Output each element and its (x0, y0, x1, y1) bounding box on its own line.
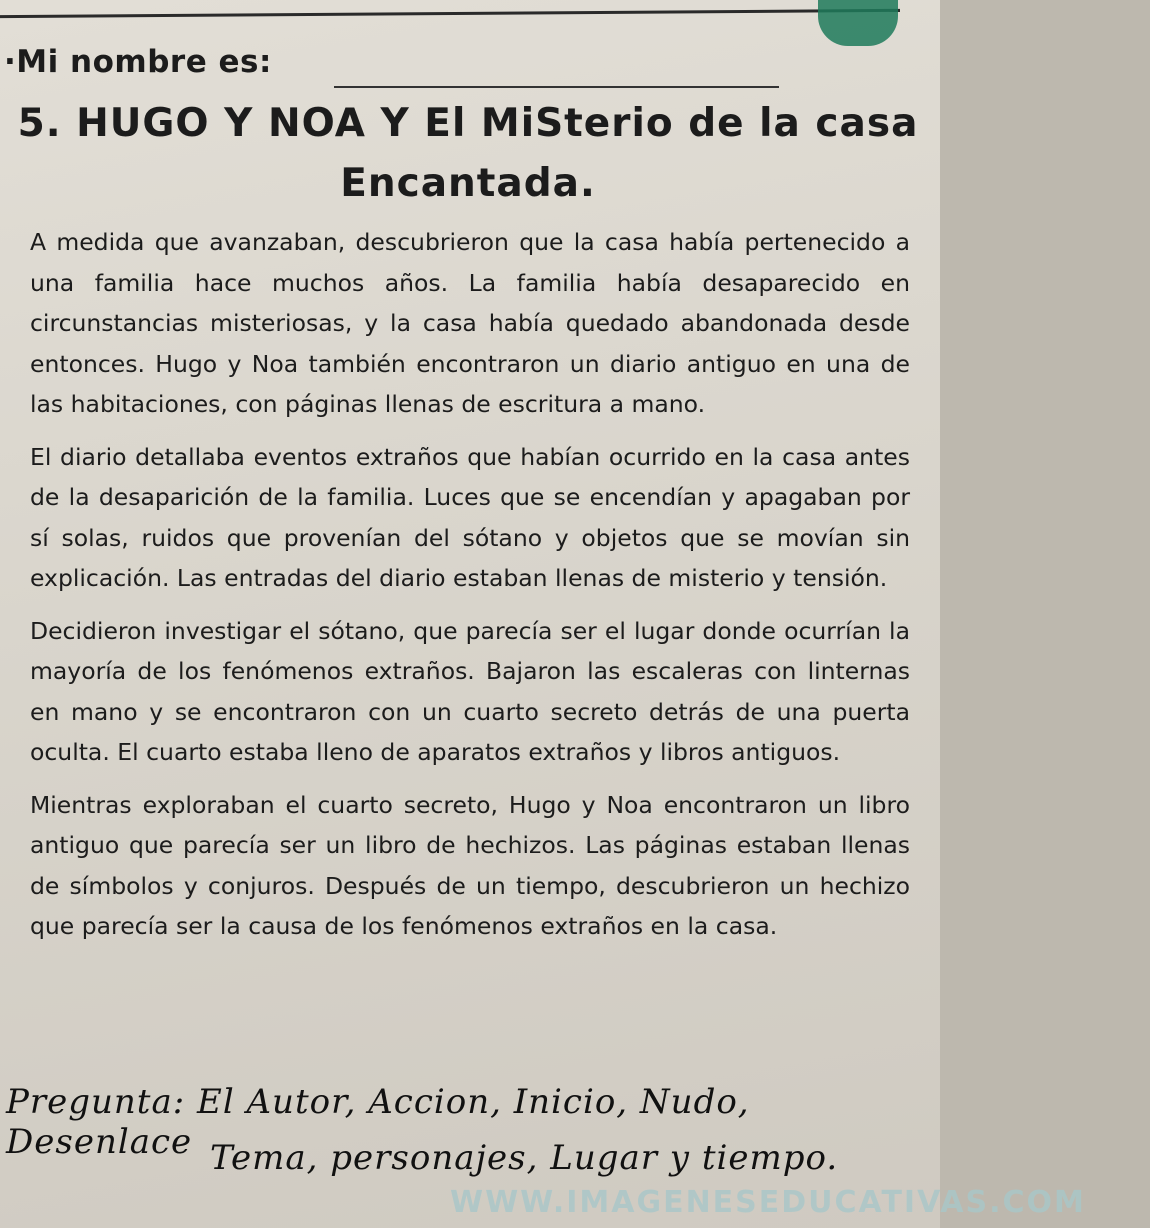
handwritten-question: Pregunta: El Autor, Accion, Inicio, Nudo, Desenlace (6, 1082, 750, 1162)
paragraph-3: Decidieron investigar el sótano, que parecía ser el lugar donde ocurrían la mayoría de los fenómenos extraños. Bajaron las escaleras con linternas en mano y se encontraron con un cuarto secreto detrás de una puerta oculta. El cuarto estaba lleno de aparatos extraños y libros antiguos. (30, 616, 910, 766)
corner-illustration (818, 0, 898, 46)
story-body (30, 222, 910, 959)
handwritten-answer: Tema, personajes, Lugar y tiempo. (210, 1138, 839, 1178)
top-rule (0, 9, 900, 18)
paragraph-4: Mientras exploraban el cuarto secreto, Hugo y Noa encontraron un libro antiguo que parecía ser un libro de hechizos. Las páginas estaban llenas de símbolos y conjuros. Después de un tiempo, descubrieron un hechizo que parecía ser la causa de los fenómenos extraños en la casa. (30, 790, 910, 940)
paragraph-2: El diario detallaba eventos extraños que habían ocurrido en la casa antes de la desaparición de la familia. Luces que se encendían y apagaban por sí solas, ruidos que provenían del sótano y objetos que se movían sin explicación. Las entradas del diario estaban llenas de misterio y tensión. (30, 442, 910, 592)
watermark-text: WWW.IMAGENESEDUCATIVAS.COM (450, 1185, 1086, 1220)
title-line-2: Encantada. (340, 161, 596, 206)
name-row (4, 42, 904, 92)
name-blank-line[interactable] (334, 62, 779, 88)
title-line-1: 5. HUGO Y NOA Y El MiSterio de la casa (17, 101, 919, 146)
page-title (8, 94, 928, 214)
paragraph-1: A medida que avanzaban, descubrieron que la casa había pertenecido a una familia hace muchos años. La familia había desaparecido en circunstancias misteriosas, y la casa había quedado abandonada desde entonces. Hugo y Noa también encontraron un diario antiguo en una de las habitaciones, con páginas llenas de escritura a mano. (30, 228, 910, 418)
name-label: ·Mi nombre es: (4, 44, 272, 80)
